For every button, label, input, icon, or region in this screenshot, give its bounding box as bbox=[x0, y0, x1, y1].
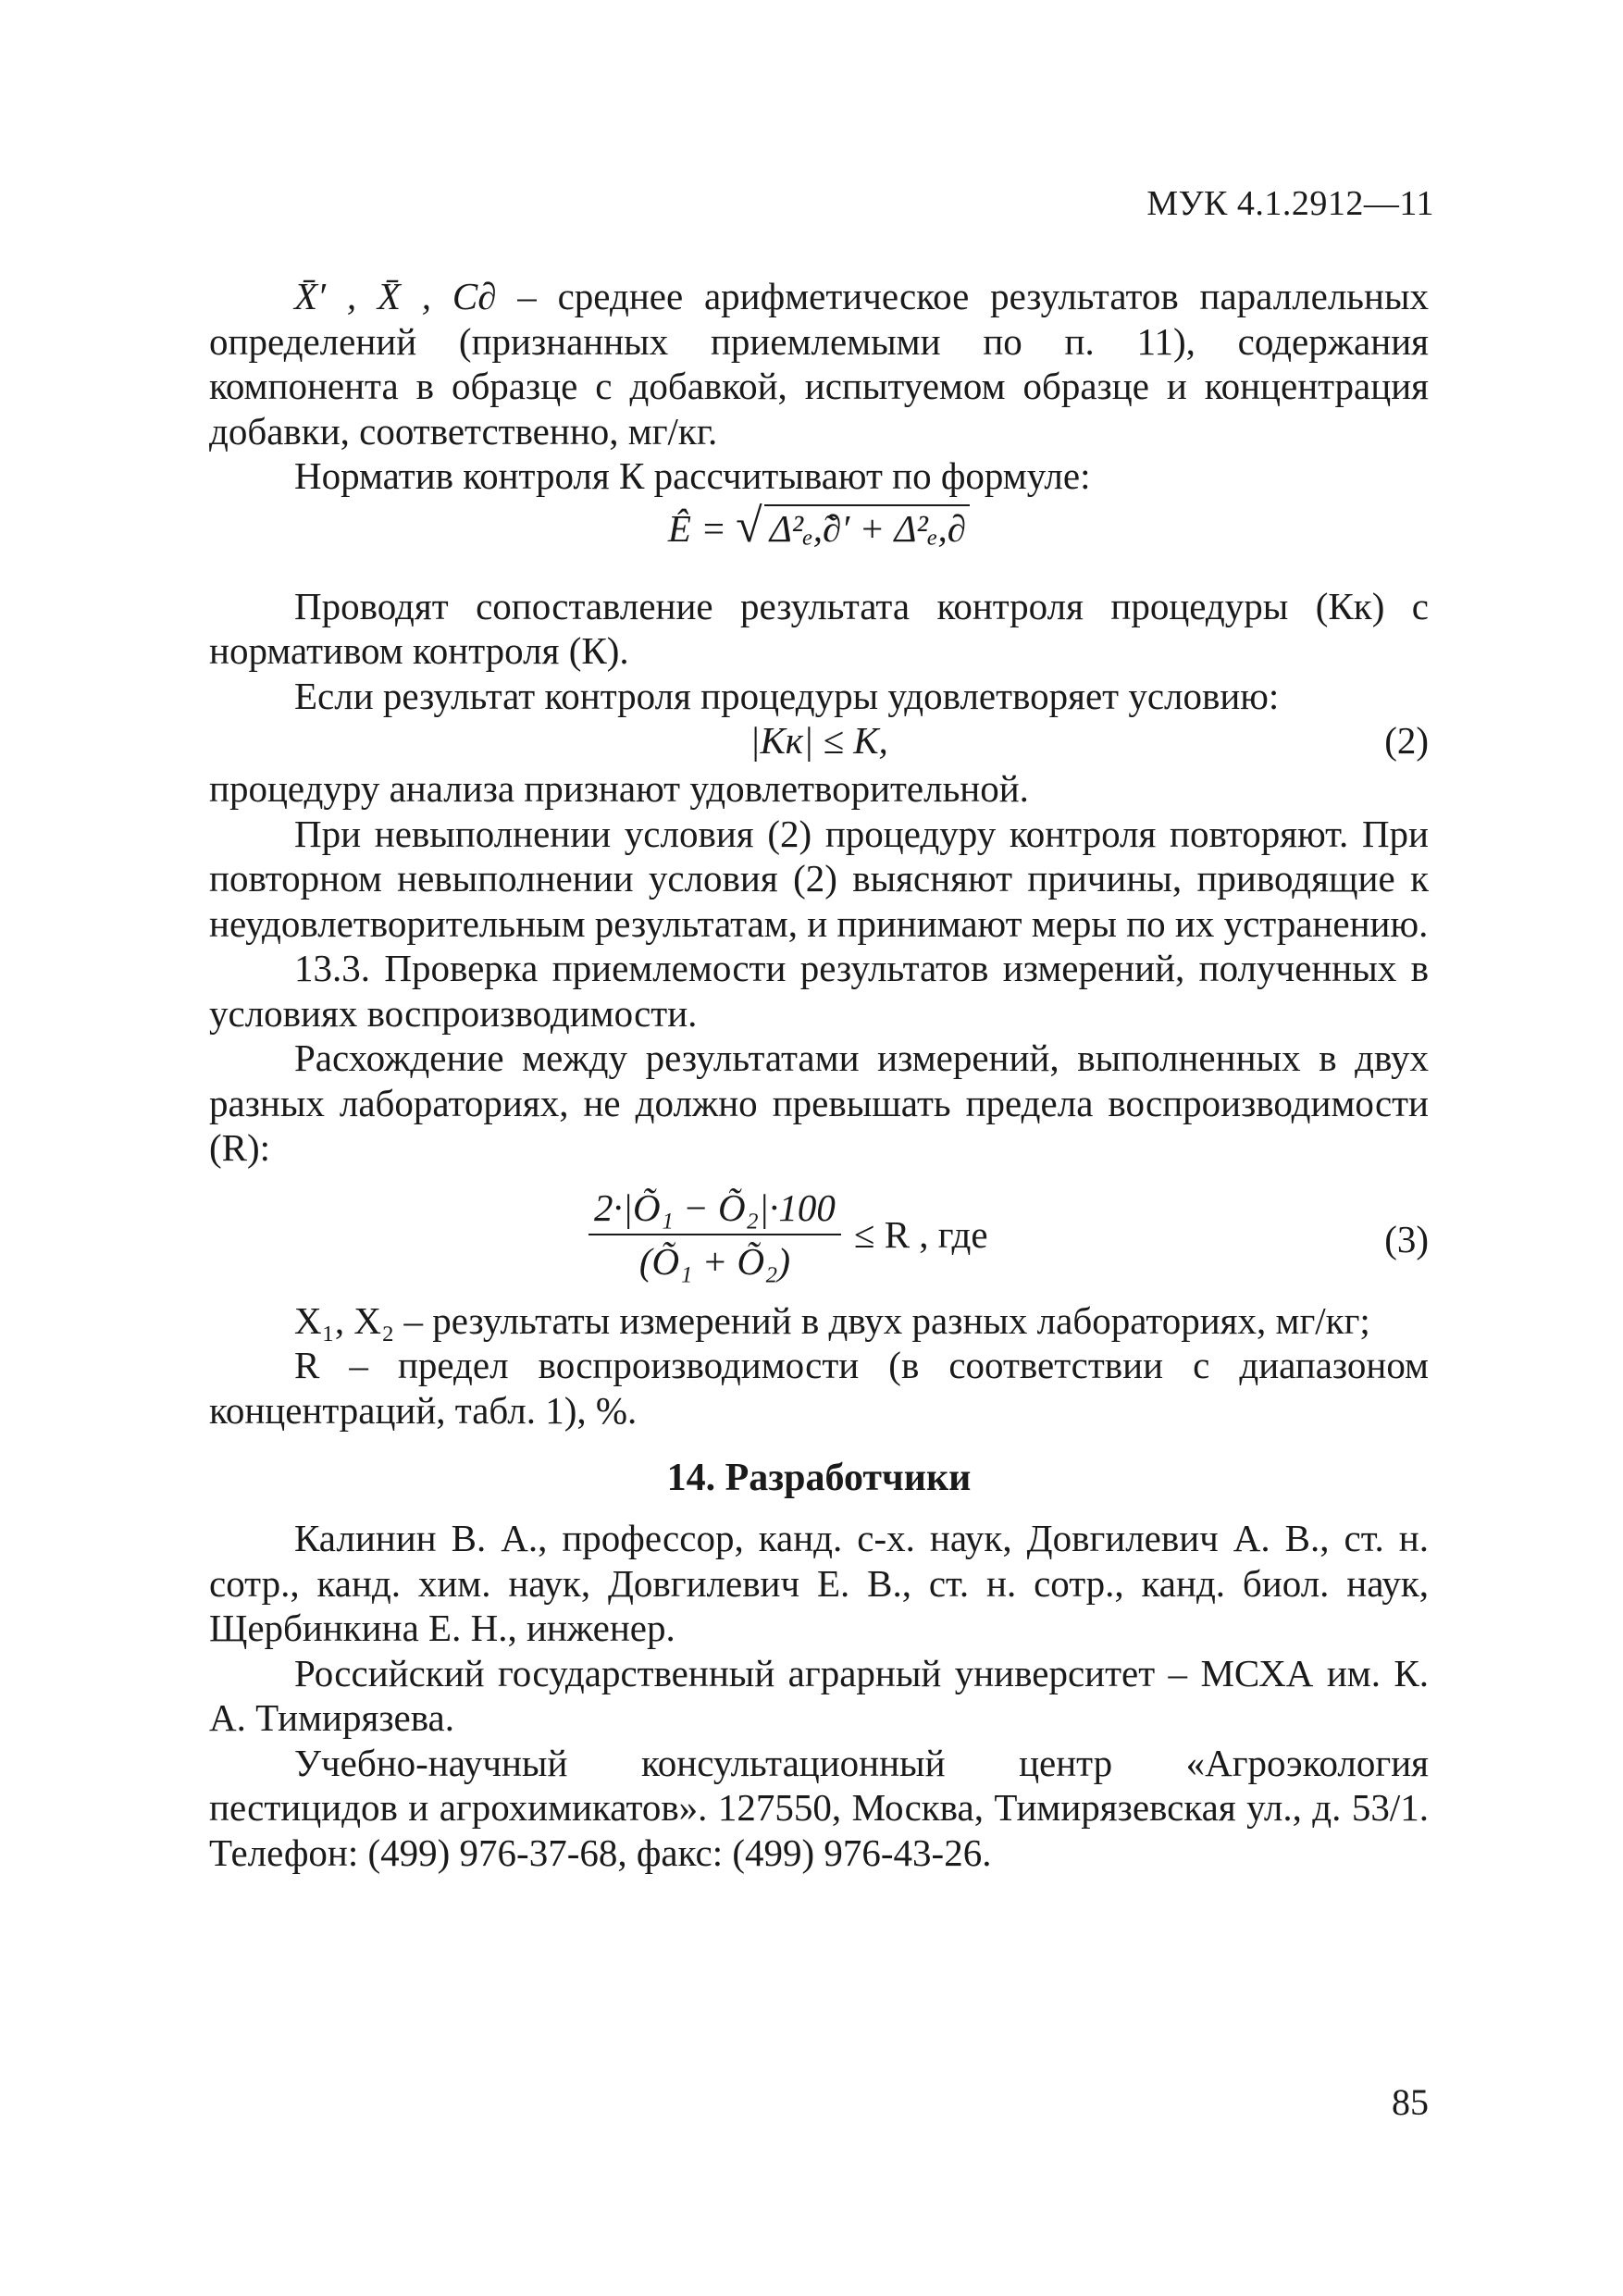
equation-2-number: (2) bbox=[1384, 719, 1429, 762]
equation-3-number: (3) bbox=[1384, 1217, 1429, 1260]
normative-formula-radicand: Δ²ₑ,̃∂′ + Δ²ₑ,∂ bbox=[764, 504, 970, 552]
equation-2 bbox=[209, 718, 1429, 766]
equation-2-expression: |Кк| ≤ К, bbox=[750, 719, 888, 762]
page-body bbox=[209, 274, 1429, 1875]
normative-paragraph: Норматив контроля К рассчитывают по формуле: bbox=[294, 454, 1091, 497]
normative-formula bbox=[209, 499, 1429, 565]
university-paragraph: Российский государственный аграрный университет – МСХА им. К. А. Тимирязева. bbox=[209, 1651, 1429, 1739]
authors-paragraph: Калинин В. А., профессор, канд. с-х. наук, Довгилевич А. В., ст. н. сотр., канд. хим. наук, Довгилевич Е. В., ст. н. сотр., канд. биол. наук, Щербинкина Е. Н., инженер. bbox=[209, 1517, 1429, 1649]
formula-symbols: X̄′ , X̄ , C∂ bbox=[294, 275, 497, 317]
accept-paragraph: процедуру анализа признают удовлетворительной. bbox=[209, 767, 1029, 810]
section-13-3-paragraph: 13.3. Проверка приемлемости результатов измерений, полученных в условиях воспроизводимости. bbox=[209, 947, 1429, 1035]
normative-formula-lhs: Ê = bbox=[667, 506, 726, 550]
equation-3-rest: ≤ R , где bbox=[853, 1212, 988, 1256]
formula-definitions-paragraph bbox=[209, 274, 1429, 453]
equation-3-denominator: (Õ₁ + Õ₂) bbox=[638, 1240, 791, 1283]
discrepancy-paragraph: Расхождение между результатами измерений, выполненных в двух разных лабораториях, не должно превышать предела воспроизводимости (R): bbox=[209, 1036, 1429, 1169]
page-number: 85 bbox=[1392, 2081, 1429, 2123]
equation-3-numerator: 2·|Õ₁ − Õ₂|·100 bbox=[588, 1185, 841, 1236]
equation-3 bbox=[209, 1185, 1429, 1295]
section-14-heading: 14. Разработчики bbox=[666, 1457, 972, 1499]
definition-r: R – предел воспроизводимости (в соответствии с диапазоном концентраций, табл. 1), %. bbox=[209, 1344, 1429, 1432]
formula-definitions-text: – среднее арифметическое результатов параллельных определений (признанных приемлемыми по п. 11), содержания компонента в образце с добавкой, испытуемом образце и концентрация добавки, соответственно, мг/кг. bbox=[209, 275, 1429, 453]
equation-3-fraction bbox=[588, 1185, 841, 1285]
sqrt-sign-icon: √ bbox=[736, 499, 762, 552]
compare-paragraph: Проводят сопоставление результата контроля процедуры (Кк) с нормативом контроля (К). bbox=[209, 584, 1429, 672]
definition-x: X₁, X₂ – результаты измерений в двух разных лабораториях, мг/кг; bbox=[294, 1298, 1370, 1342]
document-code-header: МУК 4.1.2912—11 bbox=[1146, 184, 1434, 223]
condition-intro-paragraph: Если результат контроля процедуры удовлетворяет условию: bbox=[294, 674, 1280, 717]
center-paragraph: Учебно-научный консультационный центр «Агроэкология пестицидов и агрохимикатов». 127550, Москва, Тимирязевская ул., д. 53/1. Телефон: (499) 976-37-68, факс: (499) 976-43-26. bbox=[209, 1741, 1429, 1874]
failure-paragraph: При невыполнении условия (2) процедуру контроля повторяют. При повторном невыполнении условия (2) выясняют причины, приводящие к неудовлетворительным результатам, и принимают меры по их устранению. bbox=[209, 812, 1429, 945]
